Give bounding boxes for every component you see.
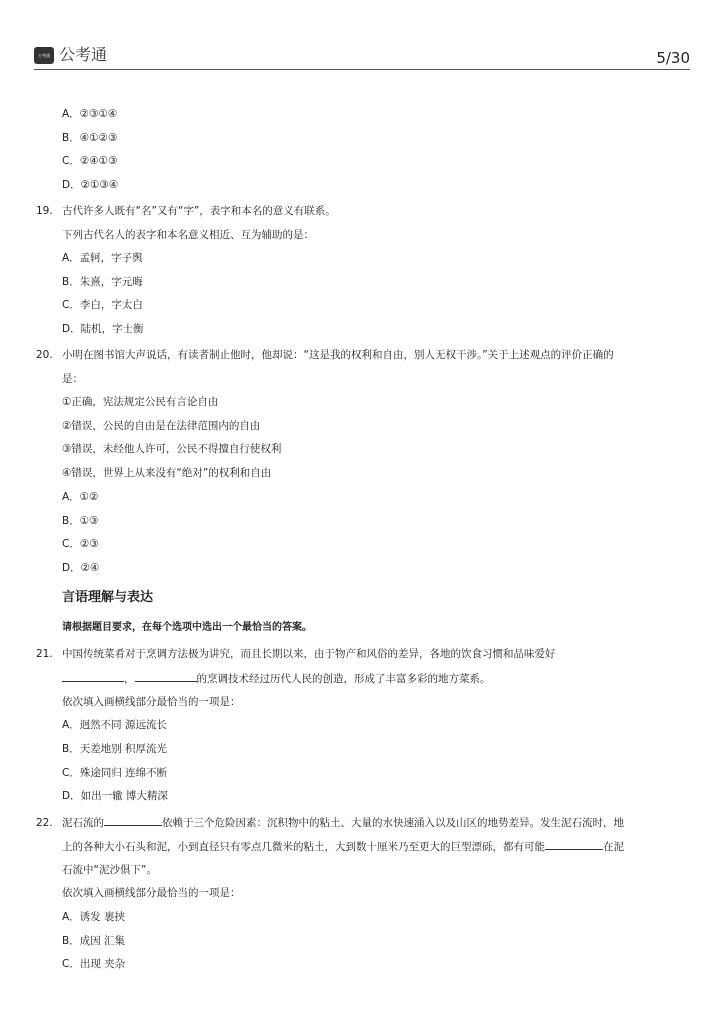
q21-option-a: A．迥然不同 源远流长 [62, 719, 168, 731]
logo-icon: 公考通 [34, 47, 54, 64]
q21-stem-2a: ， [124, 673, 135, 685]
q21-stem-2b: 的烹调技术经过历代人民的创造，形成了丰富多彩的地方菜系。 [196, 673, 491, 685]
q19-option-d: D．陆机，字士衡 [62, 323, 144, 335]
q22-stem-line2 [62, 839, 624, 854]
q22-stem-2b: 在泥 [603, 841, 624, 853]
q20-option-d: D．②④ [62, 562, 100, 574]
q18-option-b: B．④①②③ [62, 132, 118, 144]
q19-prompt: 下列古代名人的表字和本名意义相近、互为辅助的是： [62, 229, 314, 241]
q21-stem [36, 647, 556, 661]
q20-statement-3: ③错误，未经他人许可，公民不得擅自行使权利 [62, 443, 282, 455]
q19-number: 19. [36, 205, 53, 217]
q20-stem [36, 348, 614, 362]
q21-option-b: B．天差地别 积厚流光 [62, 743, 168, 755]
q22-option-c: C．出现 夹杂 [62, 958, 126, 970]
q19-option-c: C．李白，字太白 [62, 299, 143, 311]
q22-option-b: B．成因 汇集 [62, 935, 126, 947]
q20-statement-1: ①正确，宪法规定公民有言论自由 [62, 396, 219, 408]
q21-prompt: 依次填入画横线部分最恰当的一项是： [62, 696, 241, 708]
q21-blank-1 [62, 671, 124, 682]
q20-stem-text: 小明在图书馆大声说话，有读者制止他时，他却说：“这是我的权利和自由，别人无权干涉。”关于上述观点的评价正确的 [62, 349, 614, 361]
q21-blank-2 [135, 671, 197, 682]
q20-statement-2: ②错误，公民的自由是在法律范围内的自由 [62, 420, 261, 432]
q22-stem-line3: 石流中“泥沙俱下”。 [62, 864, 157, 876]
q20-option-c: C．②③ [62, 538, 99, 550]
q22-option-a: A．诱发 裹挟 [62, 911, 126, 923]
q19-option-b: B．朱熹，字元晦 [62, 276, 143, 288]
q18-option-c: C．②④①③ [62, 155, 118, 167]
page-number: 5/30 [656, 49, 690, 67]
q22-prompt: 依次填入画横线部分最恰当的一项是： [62, 887, 241, 899]
q21-stem-line2 [62, 671, 491, 686]
q18-option-d: D．②①③④ [62, 179, 119, 191]
q21-number: 21. [36, 648, 53, 660]
q21-option-d: D．如出一辙 博大精深 [62, 790, 168, 802]
q20-option-b: B．①③ [62, 515, 99, 527]
q18-option-a: A．②③①④ [62, 108, 118, 120]
q19-stem [36, 204, 336, 218]
q22-blank-2 [545, 839, 603, 850]
q22-number: 22. [36, 817, 53, 829]
q19-option-a: A．孟轲，字子舆 [62, 252, 143, 264]
q21-option-c: C．殊途同归 连绵不断 [62, 767, 168, 779]
q22-stem [36, 815, 624, 830]
q20-statement-4: ④错误，世界上从来没有“绝对”的权利和自由 [62, 467, 272, 479]
q20-option-a: A．①② [62, 491, 99, 503]
q21-stem-text: 中国传统菜肴对于烹调方法极为讲究，而且长期以来，由于物产和风俗的差异，各地的饮食习惯和品味爱好 [62, 648, 556, 660]
section-title: 言语理解与表达 [62, 590, 154, 605]
logo-text: 公考通 [59, 45, 108, 64]
q19-stem-text: 古代许多人既有“名”又有“字”，表字和本名的意义有联系。 [62, 205, 336, 217]
q22-stem-1a: 泥石流的 [62, 817, 104, 829]
q22-stem-2a: 上的各种大小石头和泥，小到直径只有零点几微米的粘土，大到数十厘米乃至更大的巨型漂砾，都有可能 [62, 841, 545, 853]
section-instruction: 请根据题目要求，在每个选项中选出一个最恰当的答案。 [62, 622, 312, 633]
q20-stem-line2: 是： [62, 373, 83, 385]
q22-blank-1 [104, 815, 162, 826]
q22-stem-1b: 依赖于三个危险因素：沉积物中的粘土、大量的水快速涌入以及山区的地势差异。发生泥石流时，地 [162, 817, 624, 829]
q20-number: 20. [36, 349, 53, 361]
